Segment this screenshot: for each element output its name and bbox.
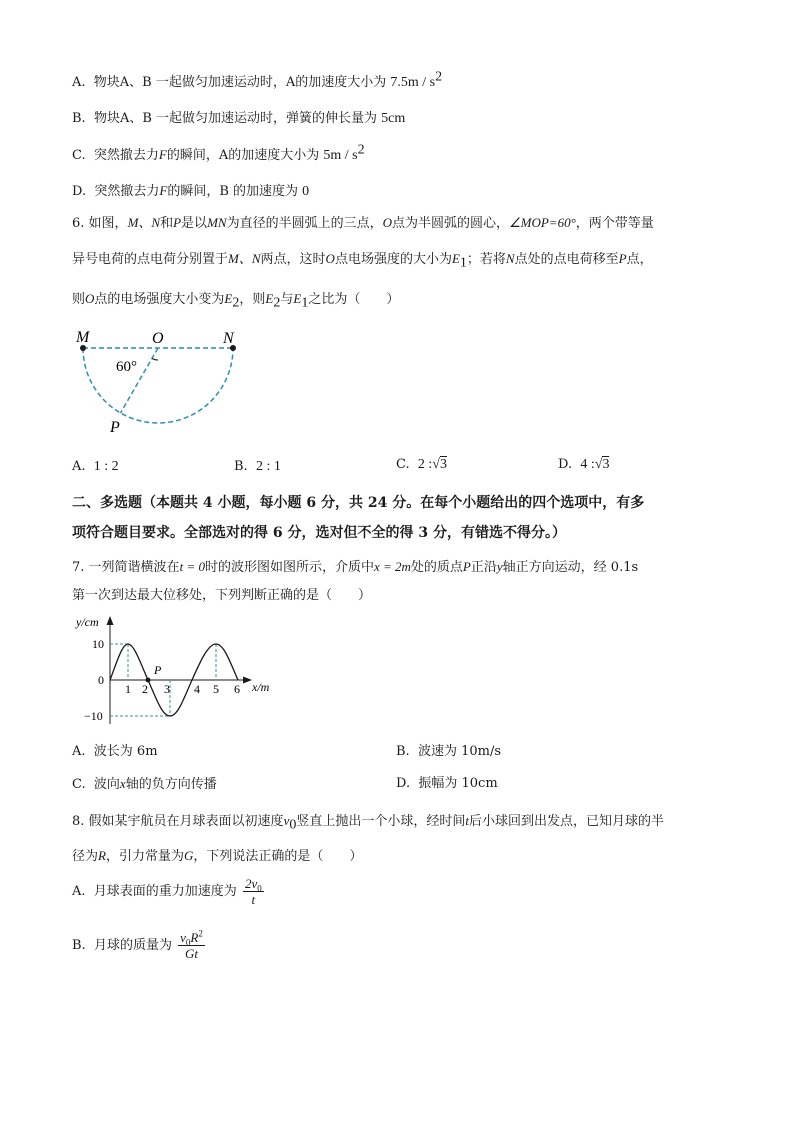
label-m: M [76,329,90,346]
q5-option-a: A. 物块A、B 一起做匀加速运动时，A的加速度大小为 $7.5m / s^2$ [72,69,443,90]
q8-option-b: B. 月球的质量为 $\frac{v_0R^2}{Gt}$ [72,928,203,961]
q6-line-1: 6. 如图，M、N和P是以MN为直径的半圆弧上的三点，O点为半圆弧的圆心，∠MOP=60°，两个带等量 [72,215,654,231]
angle-arc [152,358,158,360]
fraction-v0r2-over-gt: $\frac{v_0R^2}{Gt}$ [180,928,203,961]
q7-option-b: B. 波速为 10m/s [396,744,502,759]
x-tick-4: 4 [194,682,200,696]
label-n: N [223,330,234,347]
y-tick-10: 10 [92,637,104,651]
y-tick-0: 0 [98,673,104,687]
x-axis-label: x/m [252,680,270,694]
q7-line-1: 7. 一列简谐横波在t = 0时的波形图如图所示，介质中x = 2m处的质点P正沿y轴正方向运动，经 0.1s [72,559,639,575]
fraction-2v0-over-t: $\frac{2v_0}{t}$ [244,876,262,907]
q5-option-c: C. 突然撤去力F的瞬间，A的加速度大小为 $5m / s^2$ [72,142,365,163]
y-axis-arrow [107,616,114,625]
q6-option-b: B. 2 : 1 [234,459,281,474]
semicircle-arc [83,348,233,423]
point-p-label: P [154,663,162,677]
q6-line-3: 则O点的电场强度大小变为$E_2$，则$E_2$与$E_1$之比为（ ） [72,291,400,311]
y-tick-neg10: −10 [84,709,103,723]
q6-option-c: C. 2 :√3 [396,457,447,472]
q8-line-1: 8. 假如某宇航员在月球表面以初速度$v_0$竖直上抛出一个小球，经时间t后小球回到出发点，已知月球的半 [72,813,664,833]
q7-line-2: 第一次到达最大位移处，下列判断正确的是（ ） [72,588,372,603]
x-tick-1: 1 [125,682,131,696]
q6-option-a: A. 1 : 2 [72,459,119,474]
q5-option-b: B. 物块A、B 一起做匀加速运动时，弹簧的伸长量为 5cm [72,111,406,126]
q5-option-d: D. 突然撤去力F的瞬间，B 的加速度为 0 [72,183,310,199]
y-axis-label: y/cm [76,615,99,629]
x-tick-5: 5 [213,682,219,696]
q7-option-c: C. 波向x轴的负方向传播 [72,776,217,792]
section-2-heading-line-2: 项符合题目要求。全部选对的得 6 分，选对但不全的得 3 分，有错选不得分。） [72,525,566,541]
q6-line-2: 异号电荷的点电荷分别置于M、N两点，这时O点电场强度的大小为$E_1$；若将N点处的点电荷移至P点， [72,251,653,271]
q8-option-a: A. 月球表面的重力加速度为 $\frac{2v_0}{t}$ [72,876,262,907]
radius-op [121,348,159,413]
angle-label: 60° [116,359,137,375]
q6-option-d: D. 4 :√3 [558,457,610,472]
x-tick-6: 6 [234,682,240,696]
q6-semicircle-figure [66,326,256,438]
q7-wave-figure [70,612,285,732]
q7-option-a: A. 波长为 6m [72,744,158,759]
section-2-heading-line-1: 二、多选题（本题共 4 小题，每小题 6 分，共 24 分。在每个小题给出的四个选项中，有多 [72,495,645,511]
q8-line-2: 径为R，引力常量为G，下列说法正确的是（ ） [72,848,363,864]
label-o: O [152,330,164,347]
x-tick-3: 3 [164,682,170,696]
label-p: P [110,419,120,436]
x-axis-arrow [243,677,252,684]
x-tick-2: 2 [142,682,148,696]
q7-option-d: D. 振幅为 10cm [396,776,498,791]
